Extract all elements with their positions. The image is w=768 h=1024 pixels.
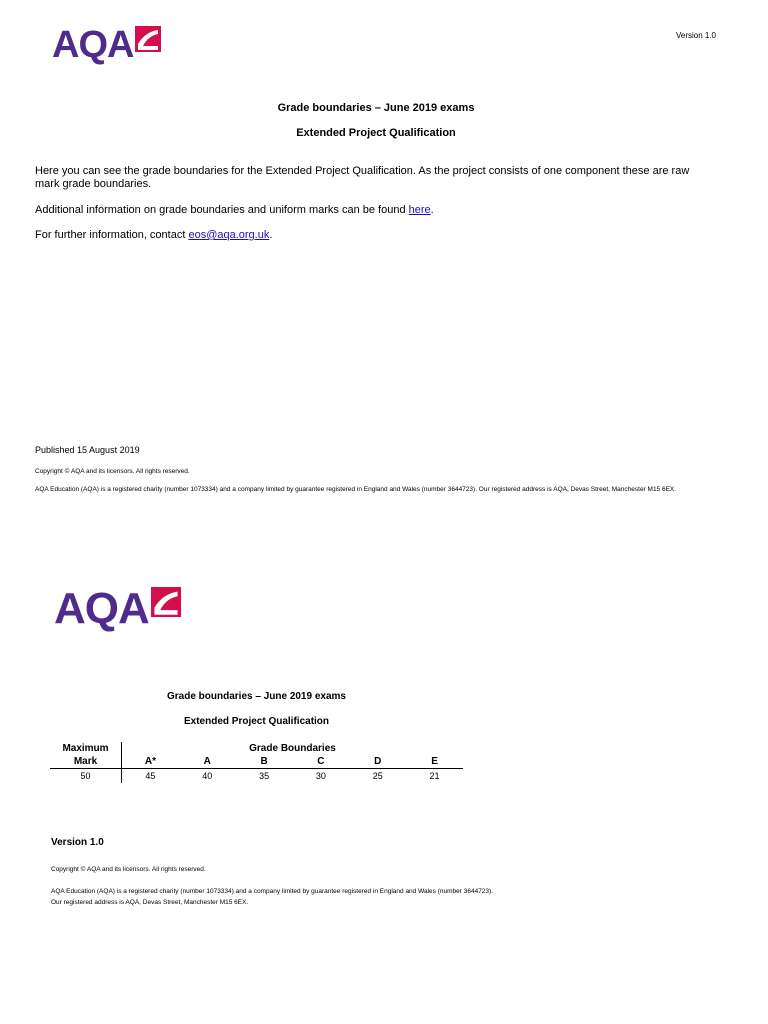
legal-text-line1: AQA Education (AQA) is a registered charity (number 1073334) and a company limited by guarantee registered in England and Wales (number 3644723). — [51, 888, 494, 895]
aqa-logo-mark-icon — [135, 26, 161, 52]
aqa-logo-mark-icon — [151, 587, 181, 617]
legal-text-line2: Our registered address is AQA, Devas Street, Manchester M15 6EX. — [51, 899, 249, 906]
aqa-logo-text: AQA — [54, 584, 149, 633]
max-mark-header — [50, 742, 121, 768]
grade-boundaries-page — [0, 520, 768, 1024]
grade-header: D — [374, 756, 382, 767]
grade-header: A* — [144, 756, 156, 767]
aqa-logo — [54, 584, 181, 633]
boundary-value: 21 — [429, 771, 440, 781]
page-title: Grade boundaries – June 2019 exams — [167, 691, 346, 702]
here-link[interactable]: here — [408, 204, 431, 216]
published-date: Published 15 August 2019 — [35, 445, 140, 455]
version-label: Version 1.0 — [675, 31, 716, 40]
additional-info-text: Additional information on grade boundaries and uniform marks can be found — [35, 204, 409, 216]
aqa-logo — [52, 26, 161, 64]
boundary-value: 30 — [315, 771, 326, 781]
version-heading: Version 1.0 — [51, 837, 104, 848]
boundary-value: 45 — [145, 771, 156, 781]
contact-suffix: . — [269, 229, 273, 241]
max-mark-header-line2: Mark — [73, 756, 98, 767]
boundary-value: 35 — [259, 771, 270, 781]
grade-header: C — [317, 756, 325, 767]
grade-boundaries-header: Grade Boundaries — [249, 743, 336, 754]
email-link[interactable]: eos@aqa.org.uk — [188, 229, 270, 241]
copyright-text: Copyright © AQA and its licensors. All rights reserved. — [35, 468, 190, 475]
contact-paragraph — [35, 229, 715, 242]
header-rule — [50, 768, 463, 769]
legal-text: AQA Education (AQA) is a registered charity (number 1073334) and a company limited by guarantee registered in England and Wales (number 3644723). Our registered address is AQA, Devas Street, Manchester M15 6EX. — [35, 486, 677, 493]
boundary-value: 25 — [372, 771, 383, 781]
additional-info-suffix: . — [430, 204, 434, 216]
contact-text: For further information, contact — [35, 229, 189, 241]
page-subtitle: Extended Project Qualification — [183, 716, 330, 727]
copyright-text: Copyright © AQA and its licensors. All rights reserved. — [51, 866, 206, 873]
aqa-logo-text: AQA — [52, 24, 134, 66]
page-title: Grade boundaries – June 2019 exams — [277, 102, 475, 114]
grade-header: E — [431, 756, 438, 767]
grade-header: A — [203, 756, 211, 767]
page-subtitle: Extended Project Qualification — [296, 127, 456, 139]
grade-header: B — [260, 756, 268, 767]
boundary-value: 40 — [202, 771, 213, 781]
table-row — [122, 770, 463, 782]
intro-paragraph: Here you can see the grade boundaries for the Extended Project Qualification. As the project consists of one component these are raw mark grade boundaries. — [35, 165, 690, 190]
additional-info-paragraph — [35, 204, 715, 217]
max-mark-header-line1: Maximum — [62, 743, 109, 754]
grade-header-row — [122, 755, 463, 768]
max-mark-value: 50 — [80, 771, 91, 781]
